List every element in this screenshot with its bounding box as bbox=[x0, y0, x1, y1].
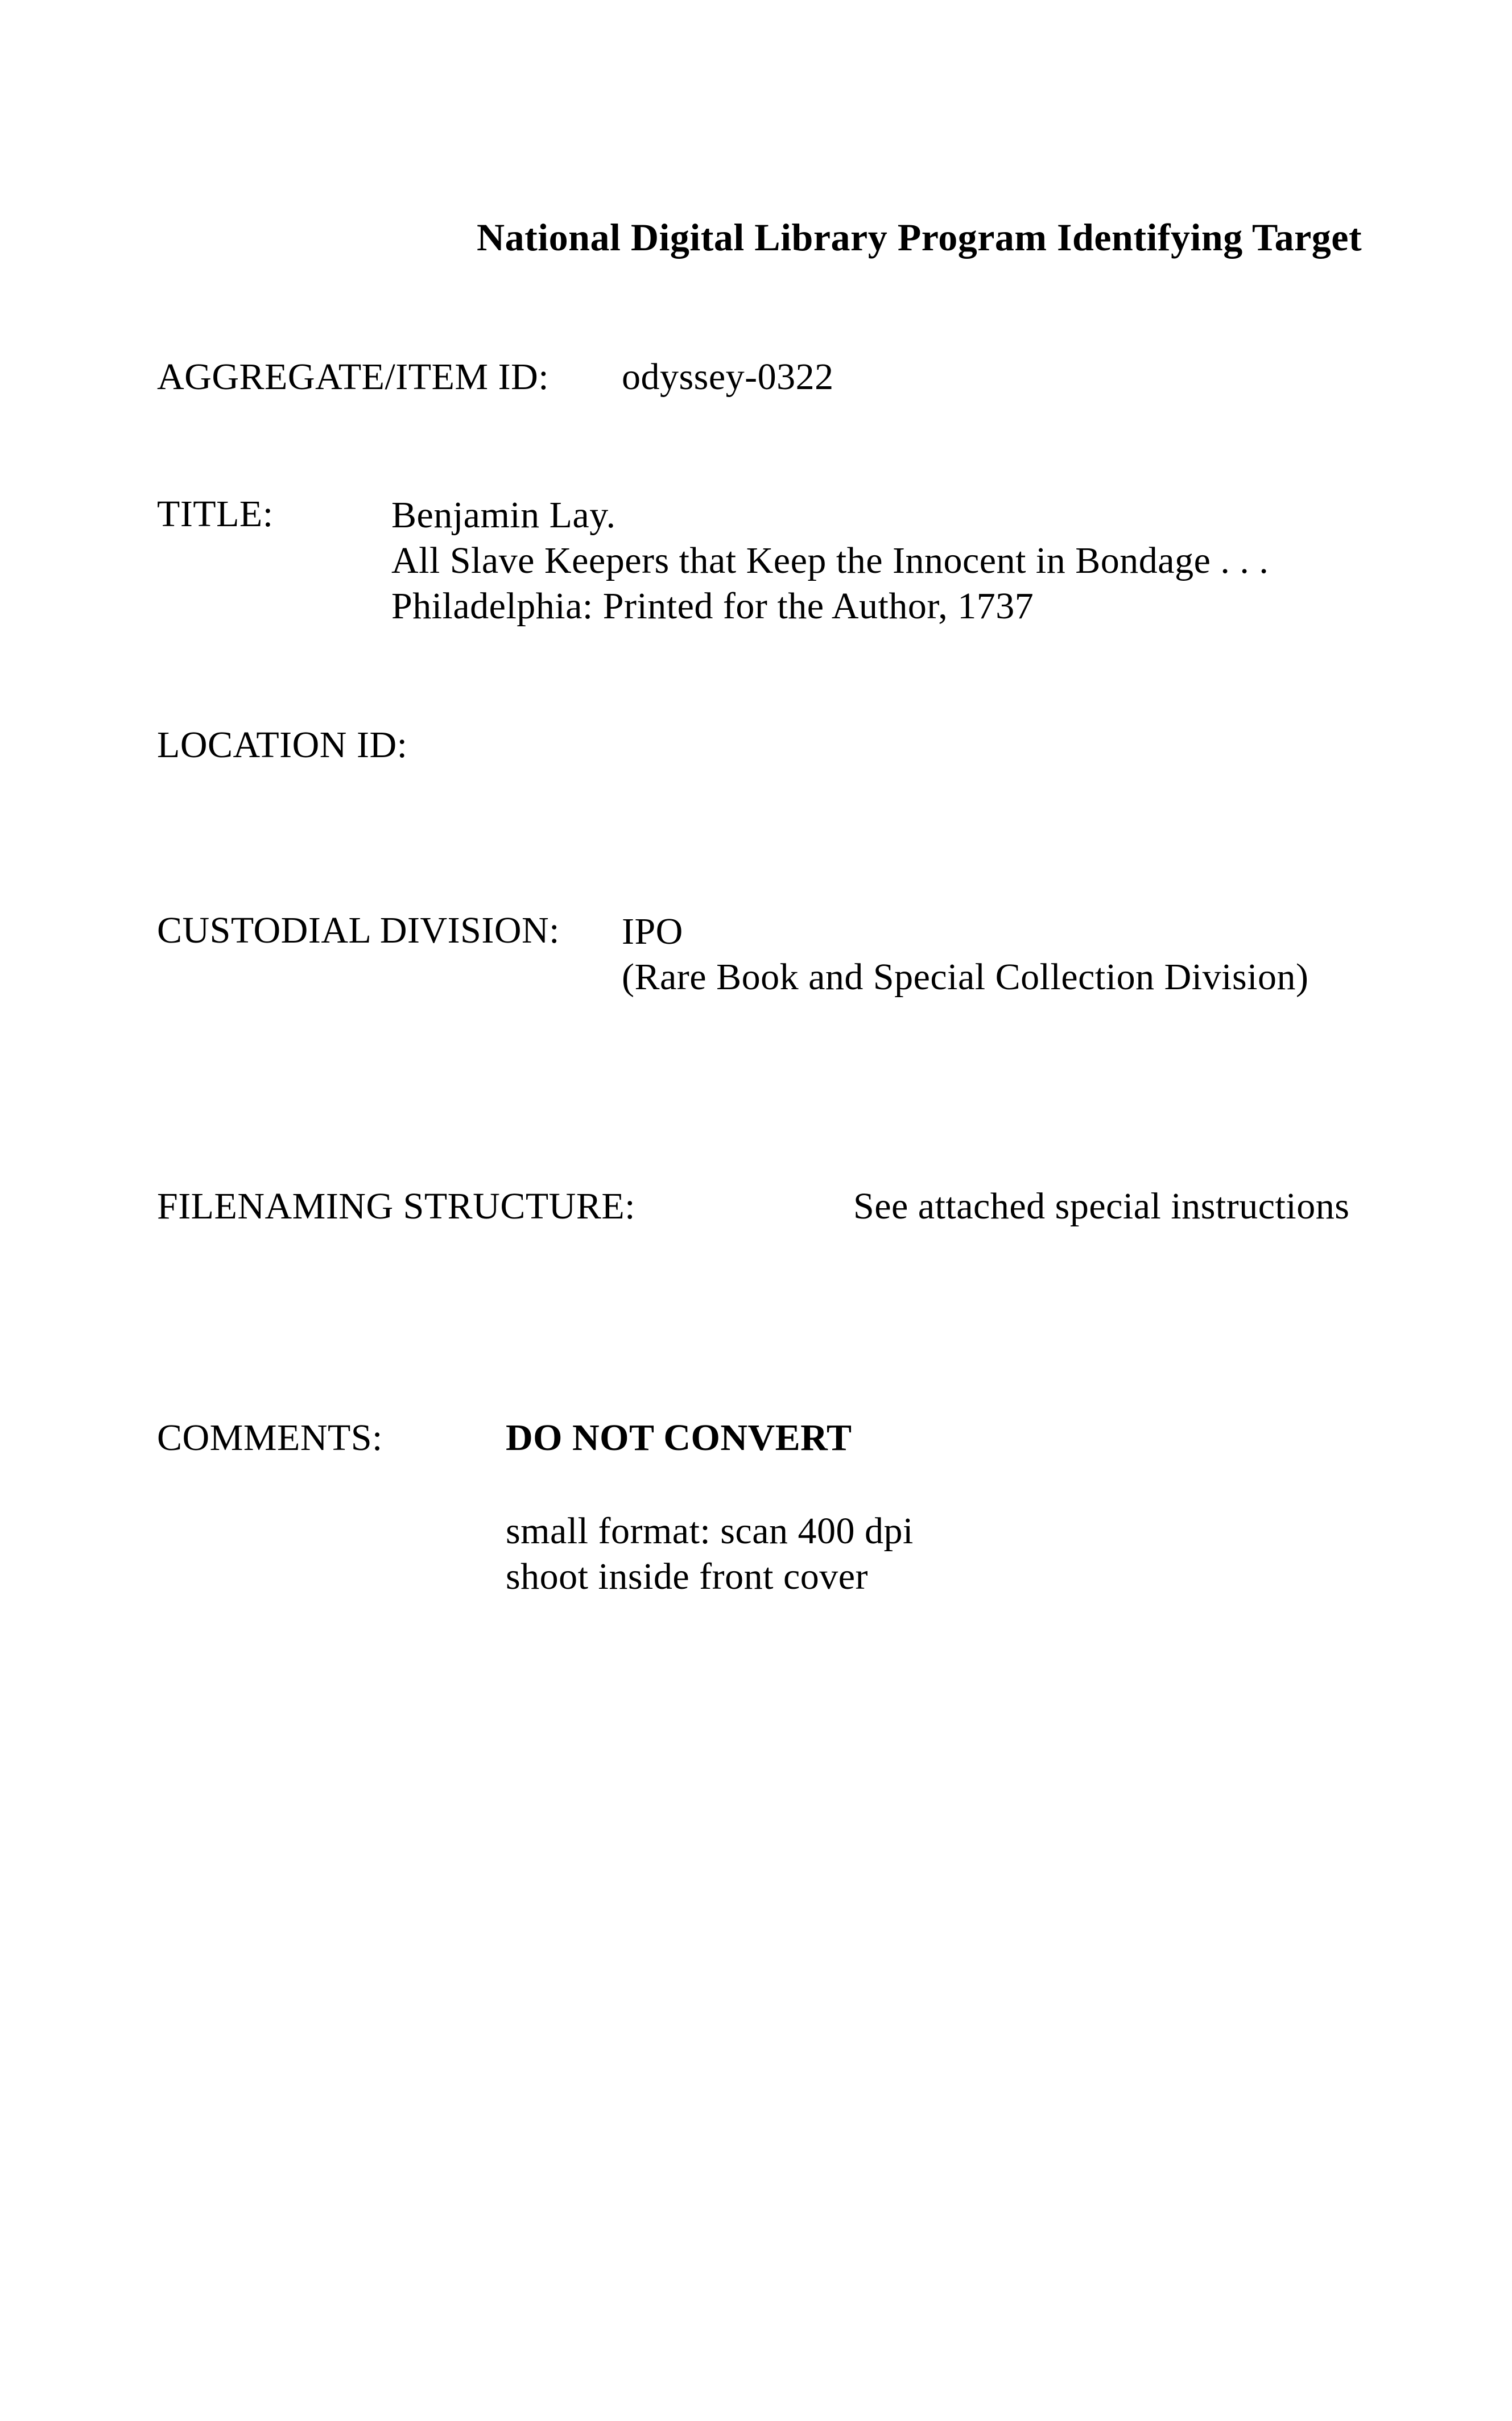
location-label: LOCATION ID: bbox=[157, 724, 408, 766]
title-line: Philadelphia: Printed for the Author, 1737 bbox=[391, 585, 1034, 627]
aggregate-label: AGGREGATE/ITEM ID: bbox=[157, 356, 550, 398]
custodial-label: CUSTODIAL DIVISION: bbox=[157, 910, 560, 951]
comments-label: COMMENTS: bbox=[157, 1417, 383, 1459]
title-label: TITLE: bbox=[157, 493, 274, 535]
comment-line: shoot inside front cover bbox=[506, 1556, 869, 1597]
title-value bbox=[391, 493, 1269, 629]
filenaming-value: See attached special instructions bbox=[853, 1185, 1350, 1227]
custodial-value bbox=[622, 909, 1308, 1000]
filenaming-label: FILENAMING STRUCTURE: bbox=[157, 1185, 636, 1227]
comments-headline: DO NOT CONVERT bbox=[506, 1417, 852, 1459]
custodial-line: (Rare Book and Special Collection Division) bbox=[622, 956, 1309, 998]
aggregate-value: odyssey-0322 bbox=[622, 356, 834, 398]
custodial-line: IPO bbox=[622, 911, 683, 952]
page-title: National Digital Library Program Identifying Target bbox=[477, 216, 1362, 259]
title-line: Benjamin Lay. bbox=[391, 494, 616, 536]
comment-line: small format: scan 400 dpi bbox=[506, 1510, 914, 1552]
title-line: All Slave Keepers that Keep the Innocent in Bondage . . . bbox=[391, 540, 1269, 581]
comments-notes bbox=[506, 1509, 914, 1600]
